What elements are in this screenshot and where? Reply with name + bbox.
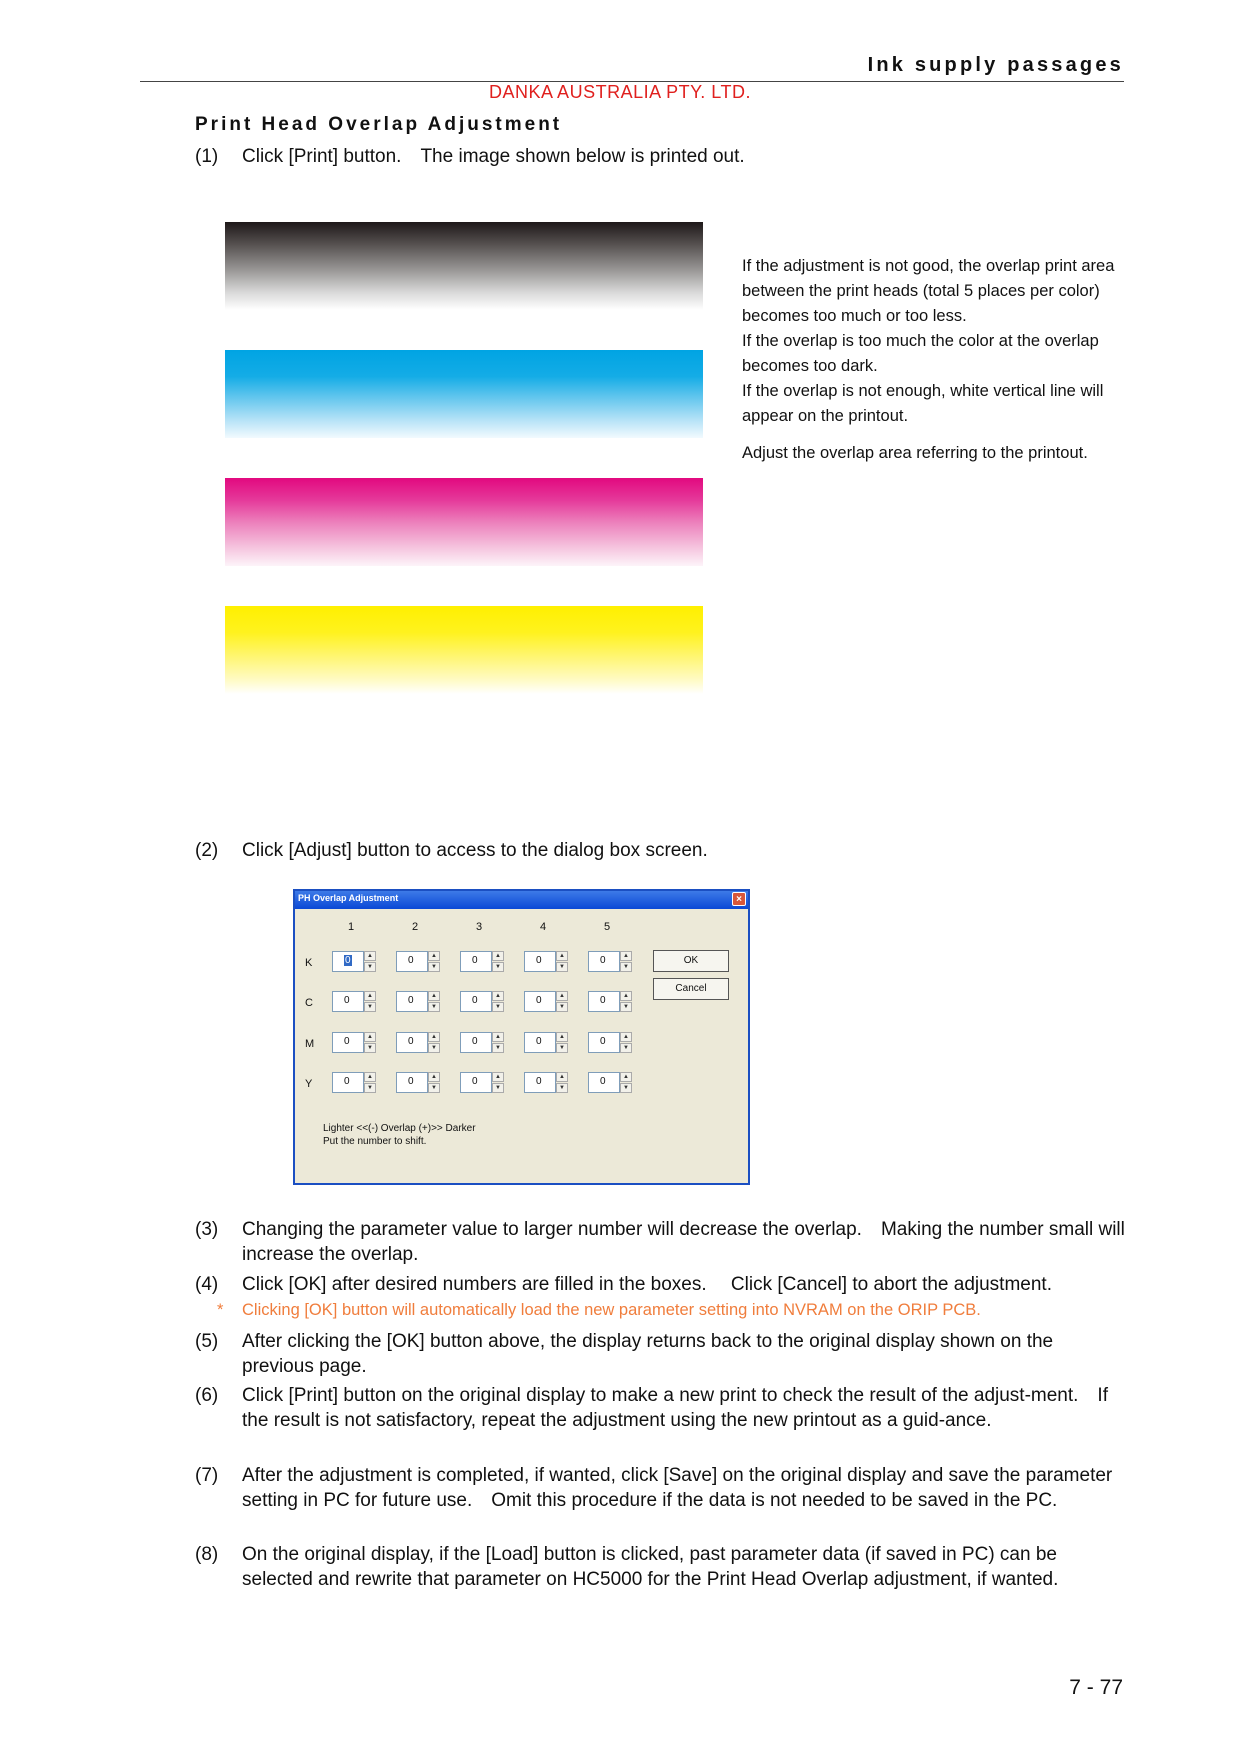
column-header: 2 [411,921,419,933]
value-text: 0 [600,1076,606,1087]
spin-down-icon[interactable]: ▼ [620,962,632,972]
spin-down-icon[interactable]: ▼ [364,1083,376,1093]
value-input[interactable] [396,1072,428,1093]
ok-button[interactable]: OK [653,950,729,972]
value-text: 0 [536,1076,542,1087]
spin-down-icon[interactable]: ▼ [364,1043,376,1053]
spin-m-3[interactable] [460,1032,504,1053]
value-input[interactable] [524,1072,556,1093]
spin-down-icon[interactable]: ▼ [428,962,440,972]
value-input[interactable] [332,1072,364,1093]
spin-up-icon[interactable]: ▲ [620,991,632,1001]
spin-c-3[interactable] [460,991,504,1012]
spin-down-icon[interactable]: ▼ [492,1083,504,1093]
step-number: (2) [195,840,219,861]
spin-up-icon[interactable]: ▲ [492,1072,504,1082]
step-number: (7) [195,1465,219,1486]
spin-up-icon[interactable]: ▲ [620,951,632,961]
company-name: DANKA AUSTRALIA PTY. LTD. [489,82,751,102]
value-text: 0 [408,995,414,1006]
spin-down-icon[interactable]: ▼ [428,1002,440,1012]
spin-k-4[interactable] [524,951,568,972]
value-text: 0 [600,955,606,966]
value-text: 0 [408,955,414,966]
step-number: (8) [195,1544,219,1565]
value-input[interactable] [524,951,556,972]
value-input[interactable] [332,1032,364,1053]
value-input[interactable] [396,991,428,1012]
spin-down-icon[interactable]: ▼ [556,962,568,972]
side-note-p2: If the overlap is too much the color at the overlap becomes too dark. [742,332,1099,375]
value-input[interactable] [460,1032,492,1053]
step-1 [195,144,1125,169]
spin-up-icon[interactable]: ▲ [428,951,440,961]
spin-y-1[interactable] [332,1072,376,1093]
spin-up-icon[interactable]: ▲ [556,1072,568,1082]
value-input[interactable] [588,1072,620,1093]
value-input[interactable] [460,1072,492,1093]
black-gradient-bar [225,222,703,310]
overlap-adjustment-dialog [293,889,750,1185]
column-header: 3 [475,921,483,933]
value-input[interactable] [332,951,364,972]
magenta-gradient-bar [225,478,703,566]
spin-up-icon[interactable]: ▲ [556,1032,568,1042]
spin-up-icon[interactable]: ▲ [556,991,568,1001]
asterisk: * [217,1301,224,1319]
nvram-note [217,1301,1117,1320]
value-input[interactable] [588,991,620,1012]
spin-down-icon[interactable]: ▼ [364,962,376,972]
value-input[interactable] [460,991,492,1012]
step-text: After clicking the [OK] button above, the display returns back to the original display shown on the previous page. [242,1331,1054,1377]
step-text: Click [Print] button. The image shown below is printed out. [242,146,745,167]
spin-m-2[interactable] [396,1032,440,1053]
step-number: (6) [195,1385,219,1406]
column-header: 1 [347,921,355,933]
spin-k-3[interactable] [460,951,504,972]
step-6 [195,1383,1125,1433]
row-header-m: M [305,1038,315,1050]
value-text: 0 [472,1036,478,1047]
spin-down-icon[interactable]: ▼ [492,962,504,972]
value-text: 0 [344,1036,350,1047]
spin-y-5[interactable] [588,1072,632,1093]
value-text: 0 [344,995,350,1006]
spin-down-icon[interactable]: ▼ [556,1083,568,1093]
close-icon[interactable]: × [732,892,746,906]
value-text: 0 [472,995,478,1006]
spin-down-icon[interactable]: ▼ [620,1002,632,1012]
note-text: Clicking [OK] button will automatically load the new parameter setting into NVRAM on the ORIP PCB. [242,1301,981,1319]
spin-c-2[interactable] [396,991,440,1012]
spin-down-icon[interactable]: ▼ [364,1002,376,1012]
spin-up-icon[interactable]: ▲ [428,991,440,1001]
value-text: 0 [345,955,351,966]
row-header-y: Y [305,1078,313,1090]
value-text: 0 [600,995,606,1006]
side-note [742,254,1122,466]
value-input[interactable] [524,991,556,1012]
step-number: (3) [195,1219,219,1240]
dialog-titlebar [295,891,748,909]
spin-y-2[interactable] [396,1072,440,1093]
dialog-hint-shift: Put the number to shift. [323,1136,427,1147]
step-text: On the original display, if the [Load] button is clicked, past parameter data (if saved in PC) can be selected and rewrite that parameter on HC5000 for the Print Head Overlap adjustment, if wanted. [242,1544,1059,1590]
column-header: 4 [539,921,547,933]
value-input[interactable] [396,1032,428,1053]
spin-up-icon[interactable]: ▲ [364,951,376,961]
column-header: 5 [603,921,611,933]
value-text: 0 [472,955,478,966]
spin-c-5[interactable] [588,991,632,1012]
header-title: Ink supply passages [867,54,1124,76]
step-number: (4) [195,1274,219,1295]
step-text: After the adjustment is completed, if wanted, click [Save] on the original display and save the parameter setting in PC for future use. Omit this procedure if the data is not needed to be saved in the PC. [242,1465,1113,1511]
spin-y-3[interactable] [460,1072,504,1093]
step-text: Click [Adjust] button to access to the dialog box screen. [242,840,708,861]
spin-k-5[interactable] [588,951,632,972]
step-text: Click [Print] button on the original display to make a new print to check the result of the adjust-ment. If the result is not satisfactory, repeat the adjustment using the new printout as a guid-ance. [242,1385,1108,1431]
spin-down-icon[interactable]: ▼ [556,1002,568,1012]
row-header-k: K [305,957,313,969]
spin-m-4[interactable] [524,1032,568,1053]
dialog-hint-overlap: Lighter <<(-) Overlap (+)>> Darker [323,1123,476,1134]
value-text: 0 [408,1076,414,1087]
value-input[interactable] [332,991,364,1012]
value-input[interactable] [588,951,620,972]
spin-down-icon[interactable]: ▼ [620,1083,632,1093]
value-input[interactable] [396,951,428,972]
side-note-p3: If the overlap is not enough, white vertical line will appear on the printout. [742,382,1104,425]
spin-down-icon[interactable]: ▼ [492,1002,504,1012]
spin-m-5[interactable] [588,1032,632,1053]
value-text: 0 [536,955,542,966]
value-text: 0 [472,1076,478,1087]
step-5 [195,1329,1125,1379]
spin-up-icon[interactable]: ▲ [428,1032,440,1042]
step-8 [195,1542,1125,1592]
side-note-p4: Adjust the overlap area referring to the printout. [742,444,1088,462]
spin-up-icon[interactable]: ▲ [364,1072,376,1082]
spin-up-icon[interactable]: ▲ [364,991,376,1001]
cyan-gradient-bar [225,350,703,438]
cancel-button[interactable]: Cancel [653,978,729,1000]
spin-up-icon[interactable]: ▲ [620,1072,632,1082]
spin-k-1[interactable] [332,951,376,972]
spin-up-icon[interactable]: ▲ [556,951,568,961]
value-input[interactable] [588,1032,620,1053]
step-text: Changing the parameter value to larger number will decrease the overlap. Making the number small will increase the overlap. [242,1219,1125,1265]
spin-up-icon[interactable]: ▲ [428,1072,440,1082]
step-4 [195,1272,1125,1297]
value-text: 0 [536,1036,542,1047]
spin-up-icon[interactable]: ▲ [492,991,504,1001]
spin-down-icon[interactable]: ▼ [492,1043,504,1053]
step-number: (5) [195,1331,219,1352]
spin-down-icon[interactable]: ▼ [428,1043,440,1053]
spin-m-1[interactable] [332,1032,376,1053]
value-text: 0 [408,1036,414,1047]
spin-c-1[interactable] [332,991,376,1012]
row-header-c: C [305,997,313,1009]
step-text: Click [OK] after desired numbers are filled in the boxes. Click [Cancel] to abort the adjustment. [242,1274,1052,1295]
step-2 [195,838,1125,863]
spin-down-icon[interactable]: ▼ [620,1043,632,1053]
spin-y-4[interactable] [524,1072,568,1093]
spin-up-icon[interactable]: ▲ [492,1032,504,1042]
page-number: 7 - 77 [1069,1676,1123,1699]
spin-up-icon[interactable]: ▲ [620,1032,632,1042]
step-number: (1) [195,146,219,167]
step-7 [195,1463,1125,1513]
dialog-title: PH Overlap Adjustment [298,893,399,903]
value-text: 0 [536,995,542,1006]
spin-up-icon[interactable]: ▲ [364,1032,376,1042]
value-text: 0 [600,1036,606,1047]
value-input[interactable] [460,951,492,972]
spin-up-icon[interactable]: ▲ [492,951,504,961]
step-3 [195,1217,1125,1267]
value-input[interactable] [524,1032,556,1053]
section-title: Print Head Overlap Adjustment [195,114,563,135]
spin-down-icon[interactable]: ▼ [428,1083,440,1093]
value-text: 0 [344,1076,350,1087]
yellow-gradient-bar [225,606,703,694]
spin-down-icon[interactable]: ▼ [556,1043,568,1053]
spin-c-4[interactable] [524,991,568,1012]
spin-k-2[interactable] [396,951,440,972]
side-note-p1: If the adjustment is not good, the overlap print area between the print heads (total 5 places per color) becomes too much or too less. [742,257,1115,325]
